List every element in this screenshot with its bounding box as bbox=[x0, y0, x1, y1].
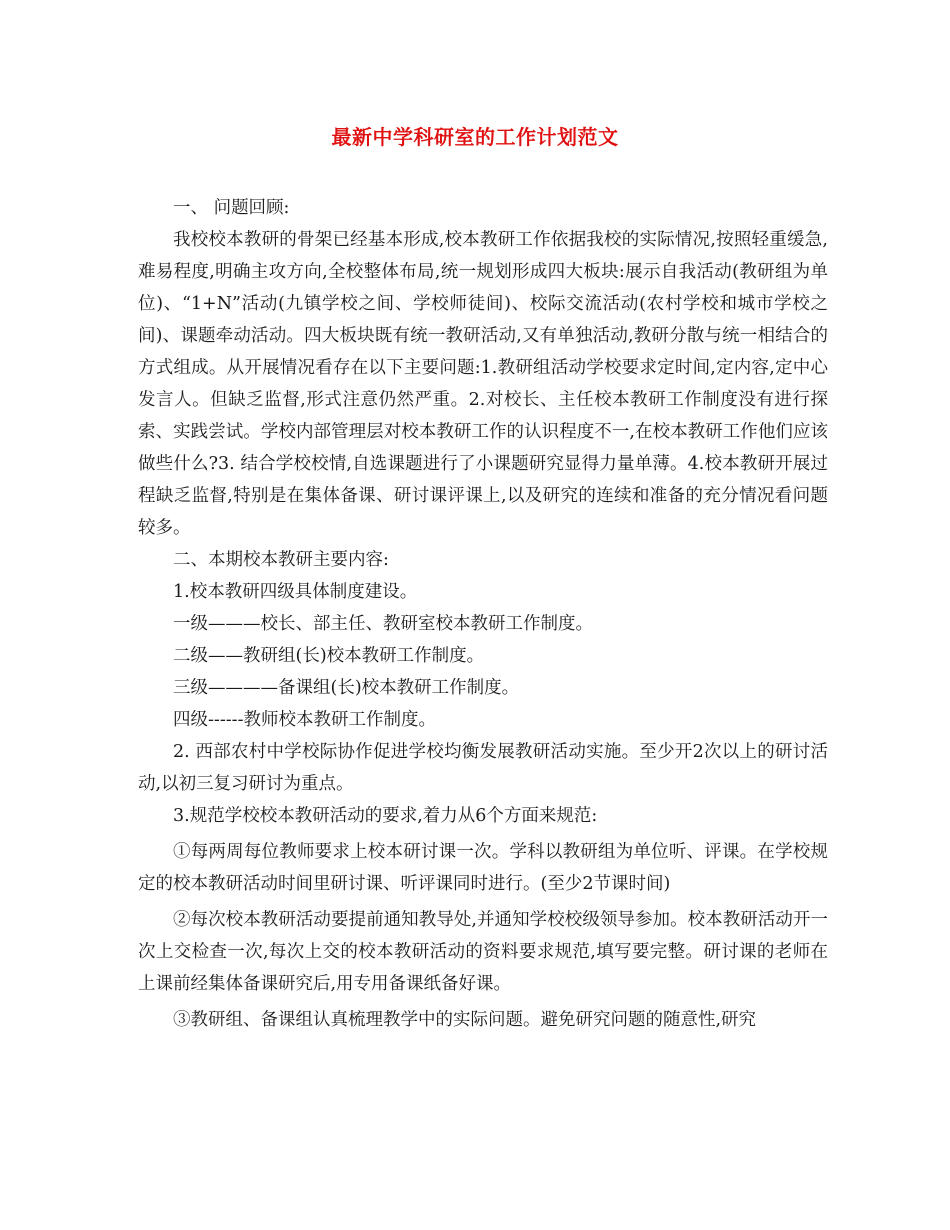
paragraph-level-2: 二级——教研组(长)校本教研工作制度。 bbox=[173, 646, 485, 666]
paragraph-level-3: 三级————备课组(长)校本教研工作制度。 bbox=[173, 678, 520, 698]
paragraph-item-2: 2. 西部农村中学校际协作促进学校均衡发展教研活动实施。至少开2次以上的研讨活动,以初三复习研讨为重点。 bbox=[138, 742, 828, 794]
paragraph-item-3: 3.规范学校校本教研活动的要求,着力从6个方面来规范: bbox=[173, 806, 598, 826]
paragraph-rule-2: ②每次校本教研活动要提前通知教导处,并通知学校校级领导参加。校本教研活动开一次上交检查一次,每次上交的校本教研活动的资料要求规范,填写要完整。研讨课的老师在上课前经集体备课研究后,用专用备课纸备好课。 bbox=[138, 910, 828, 994]
paragraph-rule-3: ③教研组、备课组认真梳理教学中的实际问题。避免研究问题的随意性,研究 bbox=[173, 1010, 757, 1030]
paragraph-item-1: 1.校本教研四级具体制度建设。 bbox=[173, 582, 418, 602]
document-body bbox=[138, 192, 828, 1036]
document-title: 最新中学科研室的工作计划范文 bbox=[331, 125, 619, 149]
paragraph-problem-review: 我校校本教研的骨架已经基本形成,校本教研工作依据我校的实际情况,按照轻重缓急,难易程度,明确主攻方向,全校整体布局,统一规划形成四大板块:展示自我活动(教研组为单位)、“1+N”活动(九镇学校之间、学校师徒间)、校际交流活动(农村学校和城市学校之间)、课题牵动活动。四大板块既有统一教研活动,又有单独活动,教研分散与统一相结合的方式组成。从开展情况看存在以下主要问题:1.教研组活动学校要求定时间,定内容,定中心发言人。但缺乏监督,形式注意仍然严重。2.对校长、主任校本教研工作制度没有进行探索、实践尝试。学校内部管理层对校本教研工作的认识程度不一,在校本教研工作他们应该做些什么?3. 结合学校校情,自选课题进行了小课题研究显得力量单薄。4.校本教研开展过程缺乏监督,特别是在集体备课、研讨课评课上,以及研究的连续和准备的充分情况看问题较多。 bbox=[138, 230, 828, 538]
paragraph-level-4: 四级------教师校本教研工作制度。 bbox=[173, 710, 436, 730]
section-heading-1: 一、 问题回顾: bbox=[173, 198, 290, 218]
paragraph-rule-1: ①每两周每位教师要求上校本研讨课一次。学科以教研组为单位听、评课。在学校规定的校本教研活动时间里研讨课、听评课同时进行。(至少2节课时间) bbox=[138, 842, 828, 894]
paragraph-level-1: 一级———校长、部主任、教研室校本教研工作制度。 bbox=[173, 614, 593, 634]
section-heading-2: 二、本期校本教研主要内容: bbox=[173, 550, 389, 570]
